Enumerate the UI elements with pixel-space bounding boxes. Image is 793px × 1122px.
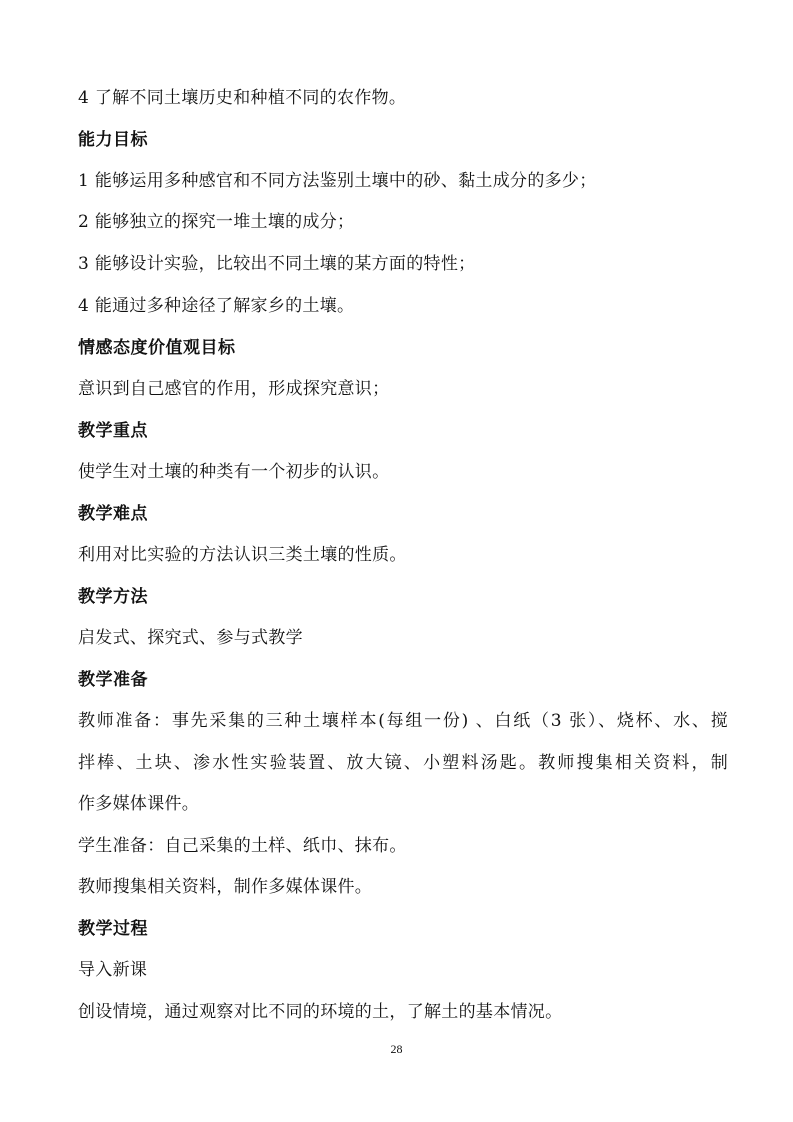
section-heading-difficulties: 教学难点	[78, 504, 148, 524]
teacher-preparation-line-1: 教师准备：事先采集的三种土壤样本(每组一份) 、白纸（3 张）、烧杯、水、搅	[78, 711, 728, 731]
page-number: 28	[390, 1042, 403, 1056]
section-heading-ability-goals: 能力目标	[78, 130, 148, 150]
ability-goal-4: 4 能通过多种途径了解家乡的土壤。	[78, 296, 355, 316]
section-heading-methods: 教学方法	[78, 587, 148, 607]
introduction-text: 创设情境，通过观察对比不同的环境的土，了解土的基本情况。	[78, 1002, 563, 1022]
difficulty-text: 利用对比实验的方法认识三类土壤的性质。	[78, 545, 407, 565]
teacher-materials-note: 教师搜集相关资料，制作多媒体课件。	[78, 877, 373, 897]
ability-goal-3: 3 能够设计实验，比较出不同土壤的某方面的特性；	[78, 254, 476, 274]
teacher-preparation-line-2: 拌棒、土块、渗水性实验装置、放大镜、小塑料汤匙。教师搜集相关资料，制	[78, 753, 728, 773]
key-point-text: 使学生对土壤的种类有一个初步的认识。	[78, 462, 390, 482]
ability-goal-2: 2 能够独立的探究一堆土壤的成分；	[78, 212, 355, 232]
methods-text: 启发式、探究式、参与式教学	[78, 628, 303, 648]
section-heading-key-points: 教学重点	[78, 421, 148, 441]
attitude-goal: 意识到自己感官的作用，形成探究意识；	[78, 379, 390, 399]
ability-goal-1: 1 能够运用多种感官和不同方法鉴别土壤中的砂、黏土成分的多少；	[78, 171, 597, 191]
section-heading-preparation: 教学准备	[78, 670, 148, 690]
section-heading-attitude-goals: 情感态度价值观目标	[78, 338, 236, 358]
student-preparation: 学生准备：自己采集的土样、纸巾、抹布。	[78, 836, 407, 856]
subheading-introduction: 导入新课	[78, 960, 148, 980]
section-heading-process: 教学过程	[78, 919, 148, 939]
teacher-preparation-line-3: 作多媒体课件。	[78, 794, 200, 814]
objective-item-4: 4 了解不同土壤历史和种植不同的农作物。	[78, 88, 407, 108]
